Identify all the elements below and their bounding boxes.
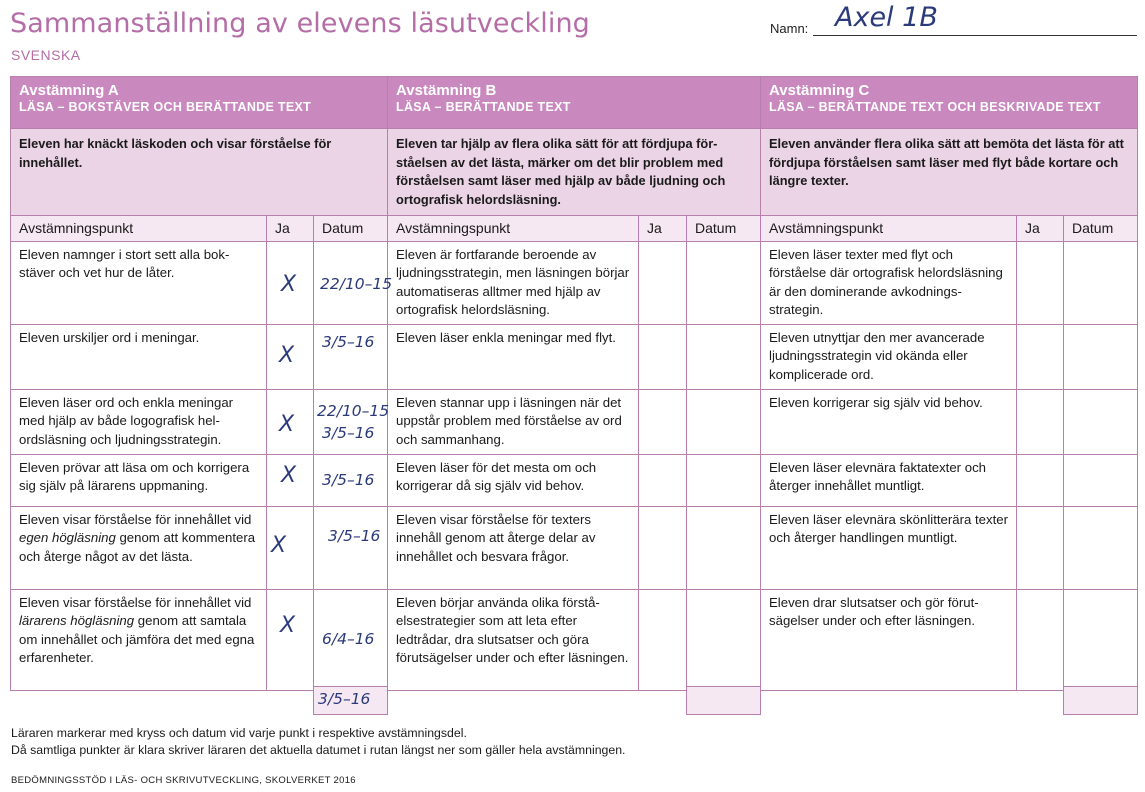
checkpoint-a-text: genom att samtala om innehållet och jämföra det med egna erfarenheter. <box>19 613 255 665</box>
check-cell[interactable] <box>639 506 687 589</box>
column-header-yes: Ja <box>639 216 687 242</box>
check-cell[interactable] <box>267 241 314 324</box>
section-c-goal: Eleven använder flera olika sätt att bemöta det lästa för att fördjupa förståelsen samt läser med flyt både kortare och längre texter. <box>761 129 1138 216</box>
column-header-yes: Ja <box>267 216 314 242</box>
check-cell[interactable] <box>267 389 314 454</box>
column-header-yes: Ja <box>1017 216 1064 242</box>
date-cell[interactable] <box>314 454 388 506</box>
check-cell[interactable] <box>267 506 314 589</box>
table-row <box>11 506 1138 589</box>
check-cell[interactable] <box>639 389 687 454</box>
check-cell[interactable] <box>1017 506 1064 589</box>
checkpoint-b: Eleven börjar använda olika förståelsestrategier som att leta efter ledtrådar, dra slutsatser och göra förutsägelser under och efter läsningen. <box>388 589 639 690</box>
checkpoint-a <box>11 589 267 690</box>
column-header-date: Datum <box>1064 216 1138 242</box>
check-mark: X <box>280 612 296 638</box>
column-header-point: Avstämningspunkt <box>761 216 1017 242</box>
section-header-row <box>11 77 1138 129</box>
date-cell[interactable] <box>1064 589 1138 690</box>
checkpoint-a-text: Eleven visar förståelse för innehållet vid <box>19 511 252 527</box>
checkpoint-c: Eleven drar slutsatser och gör förutsägelser under och efter läsningen. <box>761 589 1017 690</box>
check-cell[interactable] <box>1017 454 1064 506</box>
table-row <box>11 589 1138 690</box>
source-credit: BEDÖMNINGSSTÖD I LÄS- OCH SKRIVUTVECKLING, SKOLVERKET 2016 <box>11 775 356 786</box>
date-cell[interactable] <box>687 241 761 324</box>
date-cell[interactable] <box>687 589 761 690</box>
section-b-subtitle: LÄSA – BERÄTTANDE TEXT <box>396 100 571 114</box>
checkpoint-a: Eleven prövar att läsa om och korrigera sig själv på lärarens uppmaning. <box>11 454 267 506</box>
section-a-title: Avstämning A <box>19 82 119 99</box>
section-a-header <box>11 77 388 129</box>
handwritten-date: 22/10–15 <box>320 274 393 293</box>
checkpoint-c: Eleven utnyttjar den mer avancerade ljudningsstrategin vid okända eller komplicerade ord. <box>761 324 1017 389</box>
handwritten-date: 22/10–15 <box>317 401 390 420</box>
checkpoint-b: Eleven stannar upp i läsningen när det uppstår problem med förståelse av ord och sammanhang. <box>388 389 639 454</box>
date-cell[interactable] <box>1064 389 1138 454</box>
column-header-row <box>11 216 1138 242</box>
section-a-goal: Eleven har knäckt läskoden och visar förståelse för innehållet. <box>11 129 388 216</box>
checkpoint-a: Eleven urskiljer ord i meningar. <box>11 324 267 389</box>
date-cell[interactable] <box>1064 454 1138 506</box>
check-cell[interactable] <box>1017 389 1064 454</box>
goal-row <box>11 129 1138 216</box>
check-cell[interactable] <box>1017 324 1064 389</box>
column-header-point: Avstämningspunkt <box>388 216 639 242</box>
name-label: Namn: <box>770 21 809 36</box>
page-title: Sammanställning av elevens läsutveckling <box>10 8 590 39</box>
date-cell[interactable] <box>1064 241 1138 324</box>
table-row <box>11 324 1138 389</box>
instruction-line-1: Läraren markerar med kryss och datum vid varje punkt i respektive avstämningsdel. <box>11 726 467 740</box>
check-cell[interactable] <box>267 324 314 389</box>
checkpoint-c: Eleven läser elevnära skönlitterära texter och återger handlingen muntligt. <box>761 506 1017 589</box>
instruction-line-2: Då samtliga punkter är klara skriver läraren det aktuella datumet i rutan längst ner som gäller hela avstämningen. <box>11 743 626 757</box>
summary-date-a: 3/5–16 <box>318 690 371 708</box>
column-header-date: Datum <box>314 216 388 242</box>
date-cell[interactable] <box>314 324 388 389</box>
handwritten-date: 3/5–16 <box>322 332 375 351</box>
check-cell[interactable] <box>1017 241 1064 324</box>
handwritten-date: 3/5–16 <box>322 470 375 489</box>
check-mark: X <box>279 342 295 368</box>
subject-label: SVENSKA <box>11 47 81 63</box>
check-cell[interactable] <box>639 589 687 690</box>
section-a-subtitle: LÄSA – BOKSTÄVER OCH BERÄTTANDE TEXT <box>19 100 312 114</box>
table-row <box>11 454 1138 506</box>
check-mark: X <box>281 271 297 297</box>
checkpoint-a <box>11 506 267 589</box>
column-header-point: Avstämningspunkt <box>11 216 267 242</box>
checkpoint-b: Eleven läser för det mesta om och korrigerar då sig själv vid behov. <box>388 454 639 506</box>
check-cell[interactable] <box>1017 589 1064 690</box>
checkpoint-c: Eleven läser elevnära faktatexter och återger innehållet muntligt. <box>761 454 1017 506</box>
check-mark: X <box>281 462 297 488</box>
checkpoint-a-emphasis: egen högläsning <box>19 530 116 545</box>
check-cell[interactable] <box>267 589 314 690</box>
date-cell[interactable] <box>1064 324 1138 389</box>
checkpoint-c: Eleven läser texter med flyt och förståelse där ortografisk helordsläsning är den dominerande avkodningsstrategin. <box>761 241 1017 324</box>
checkpoint-a-emphasis: lärarens högläsning <box>19 613 135 628</box>
date-cell[interactable] <box>1064 506 1138 589</box>
check-cell[interactable] <box>639 454 687 506</box>
checkpoint-b: Eleven visar förståelse för texters innehåll genom att återge delar av innehållet och besvara frågor. <box>388 506 639 589</box>
handwritten-date: 3/5–16 <box>322 423 375 442</box>
section-b-header <box>388 77 761 129</box>
table-row <box>11 241 1138 324</box>
date-cell[interactable] <box>687 506 761 589</box>
checkpoint-b: Eleven läser enkla meningar med flyt. <box>388 324 639 389</box>
date-cell[interactable] <box>687 324 761 389</box>
check-mark: X <box>279 411 295 437</box>
date-cell[interactable] <box>314 389 388 454</box>
checkpoint-a: Eleven läser ord och enkla meningar med hjälp av både logografisk helordsläsning och ljudningsstrategin. <box>11 389 267 454</box>
summary-date-box-b[interactable] <box>686 686 761 715</box>
name-field[interactable] <box>813 35 1137 36</box>
checkpoint-b: Eleven är fortfarande beroende av ljudningsstrategin, men läsningen börjar automatiseras alltmer med hjälp av ortografisk helordsläsning. <box>388 241 639 324</box>
handwritten-date: 3/5–16 <box>328 526 381 545</box>
section-c-subtitle: LÄSA – BERÄTTANDE TEXT OCH BESKRIVADE TEXT <box>769 100 1101 114</box>
check-cell[interactable] <box>639 241 687 324</box>
section-b-title: Avstämning B <box>396 82 497 99</box>
column-header-date: Datum <box>687 216 761 242</box>
assessment-table <box>10 76 1138 691</box>
date-cell[interactable] <box>314 506 388 589</box>
check-mark: X <box>271 532 287 558</box>
date-cell[interactable] <box>314 241 393 324</box>
summary-date-box-c[interactable] <box>1063 686 1138 715</box>
check-cell[interactable] <box>639 324 687 389</box>
checkpoint-c: Eleven korrigerar sig själv vid behov. <box>761 389 1017 454</box>
handwritten-date: 6/4–16 <box>322 629 375 648</box>
date-cell[interactable] <box>687 389 761 454</box>
check-cell[interactable] <box>267 454 314 506</box>
section-c-title: Avstämning C <box>769 82 870 99</box>
date-cell[interactable] <box>314 589 388 690</box>
checkpoint-a: Eleven namnger i stort sett alla bokstäver och vet hur de låter. <box>11 241 267 324</box>
name-value: Axel 1B <box>835 2 938 33</box>
section-b-goal: Eleven tar hjälp av flera olika sätt för att fördjupa förståelsen av det lästa, märker om det blir problem med förståelsen samt läser med hjälp av både ljudning och ortografisk helordsläsning. <box>388 129 761 216</box>
checkpoint-a-text: genom att kommentera och återge något av det lästa. <box>19 530 256 564</box>
checkpoint-a-text: Eleven visar förståelse för innehållet vid <box>19 594 252 610</box>
table-row <box>11 389 1138 454</box>
section-c-header <box>761 77 1138 129</box>
date-cell[interactable] <box>687 454 761 506</box>
